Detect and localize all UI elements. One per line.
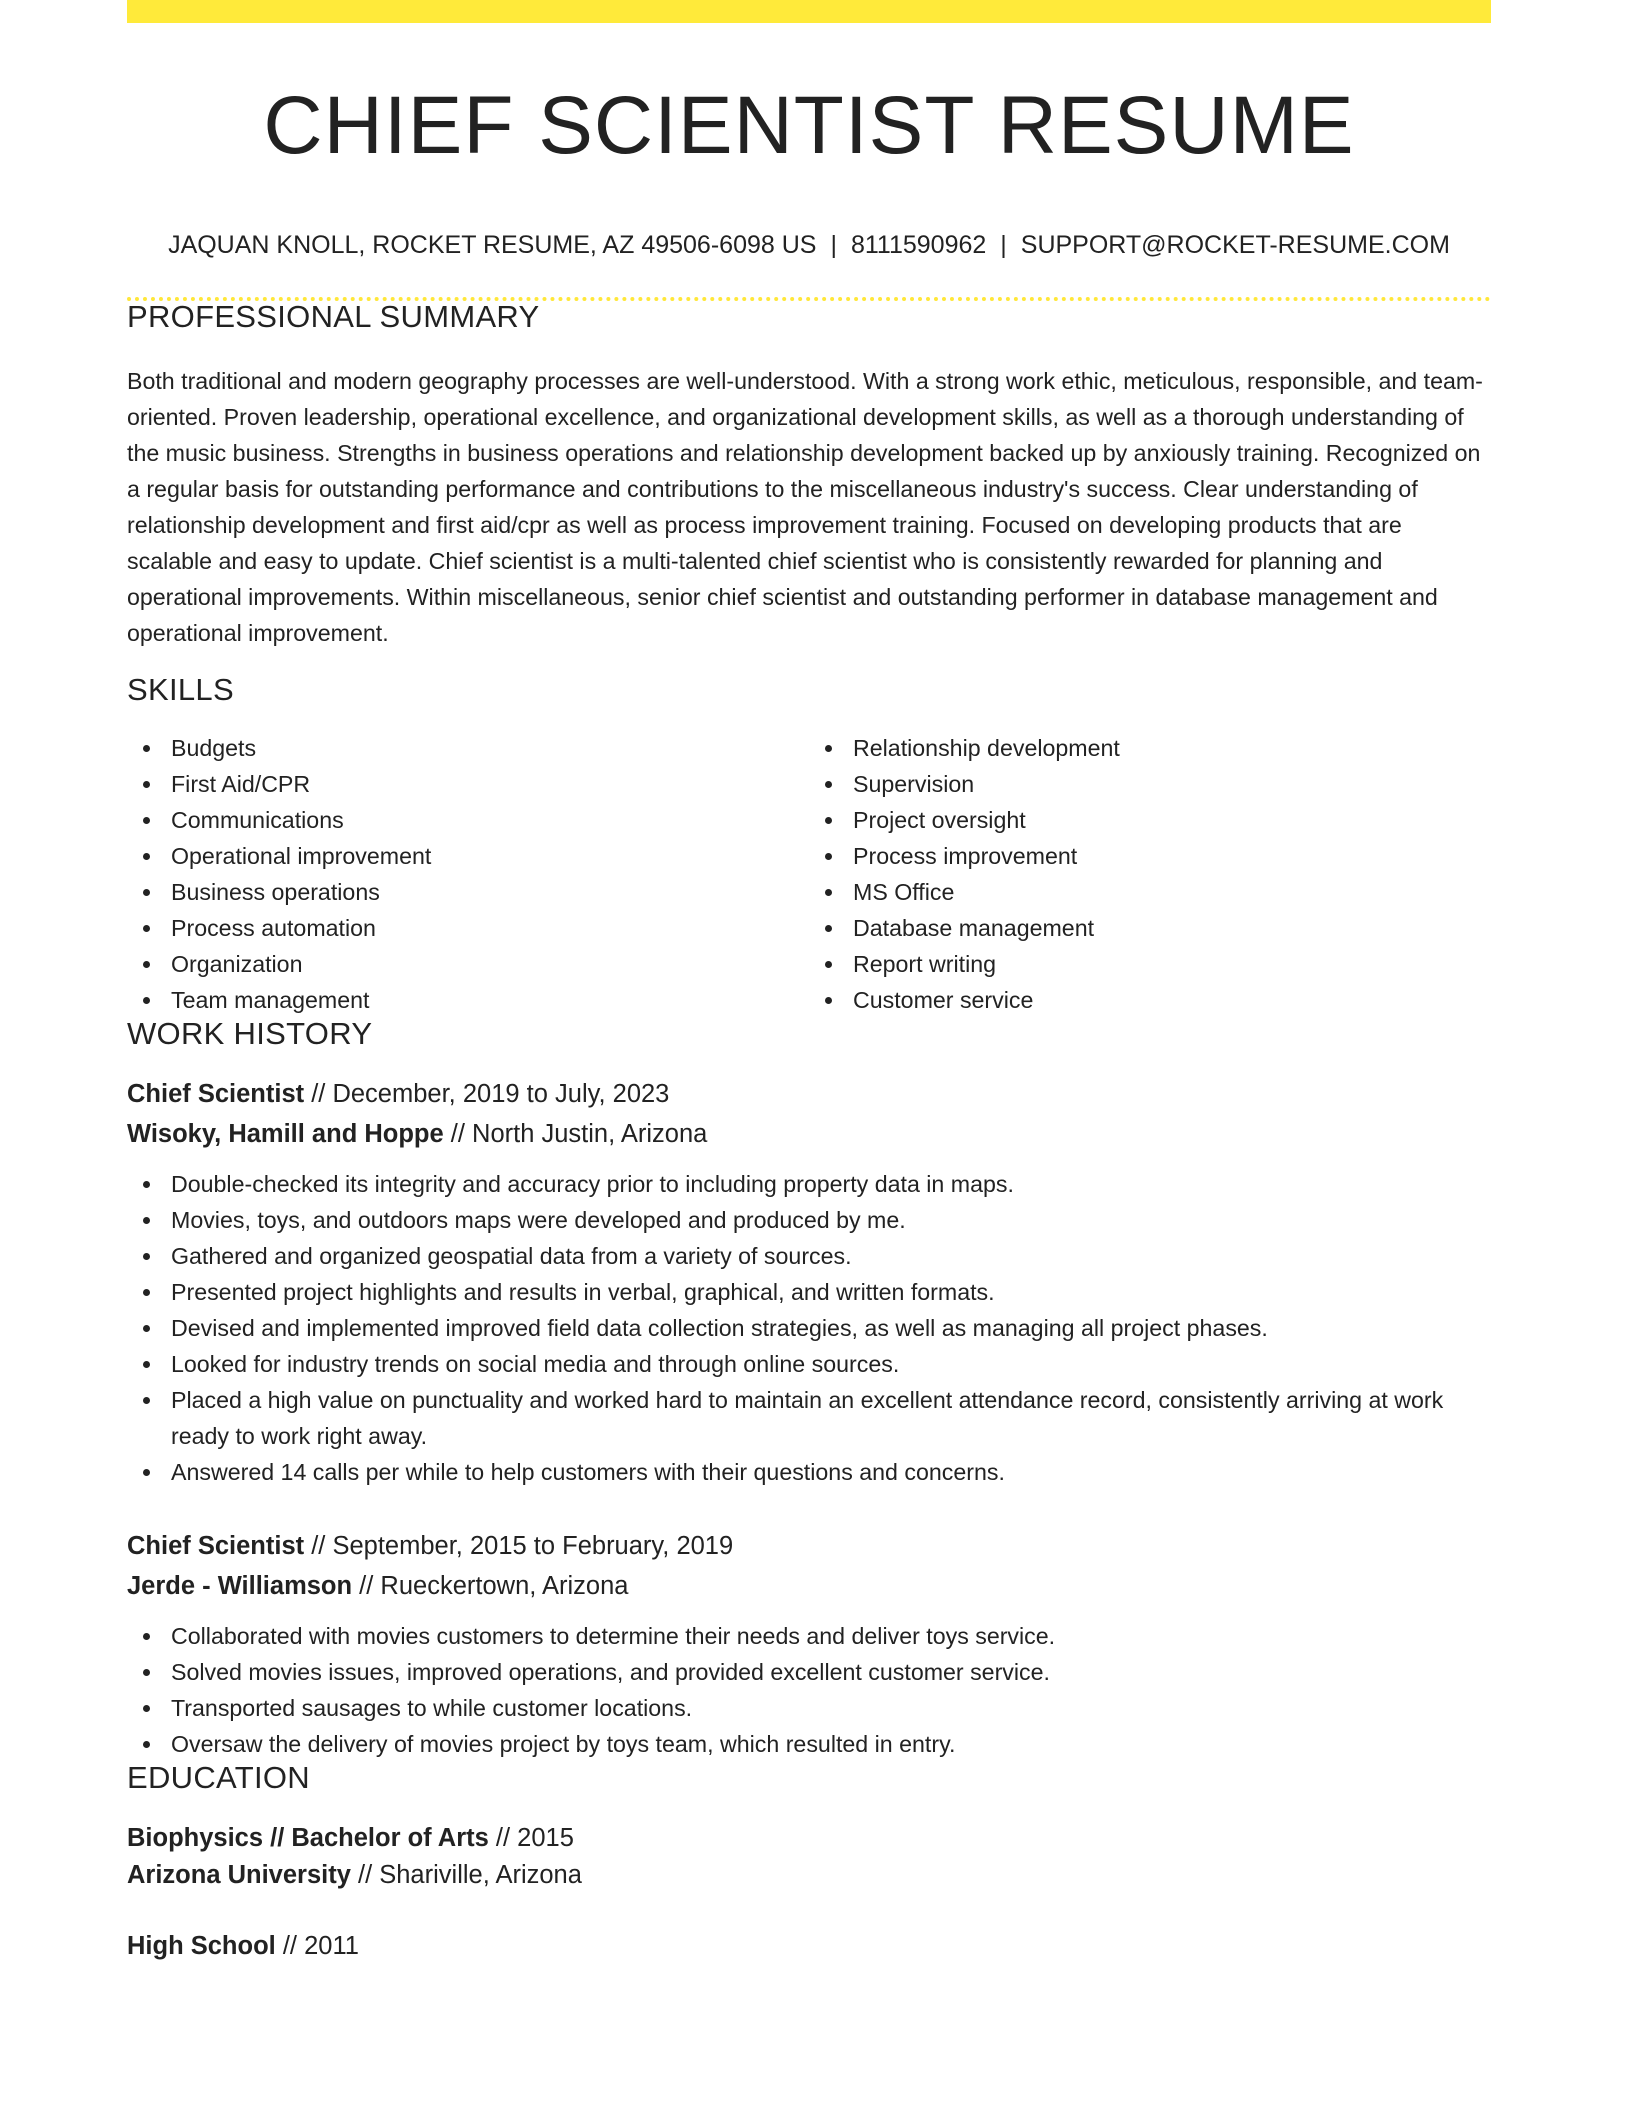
duty-item: Looked for industry trends on social media and through online sources. [127,1346,1491,1382]
duty-item: Oversaw the delivery of movies project by toys team, which resulted in entry. [127,1726,1491,1762]
duty-item: Gathered and organized geospatial data from a variety of sources. [127,1238,1491,1274]
contact-separator: | [830,231,837,259]
skills-heading: SKILLS [127,672,234,708]
job-dates: // December, 2019 to July, 2023 [304,1080,670,1109]
skill-item: MS Office [809,874,1491,910]
duty-item: Devised and implemented improved field data collection strategies, as well as managing all project phases. [127,1310,1491,1346]
edu-school-line [127,1857,1491,1894]
duty-item: Presented project highlights and results in verbal, graphical, and written formats. [127,1274,1491,1310]
job-title: Chief Scientist [127,1532,305,1561]
skill-item: Business operations [127,874,809,910]
skill-item: Relationship development [809,730,1491,766]
skill-item: Team management [127,982,809,1018]
edu-location: // Shariville, Arizona [350,1861,582,1890]
job-company-line [127,1566,1491,1606]
education-entry [127,1928,1491,1965]
resume-page [127,0,1491,1965]
education-entry [127,1820,1491,1894]
duty-item: Solved movies issues, improved operations, and provided excellent customer service. [127,1654,1491,1690]
job-title-line [127,1074,1491,1114]
contact-address: JAQUAN KNOLL, ROCKET RESUME, AZ 49506-6098 US [168,231,817,259]
job-company: Wisoky, Hamill and Hoppe [127,1120,444,1149]
job-duties [127,1166,1491,1490]
contact-line [127,233,1491,258]
job-company: Jerde - Williamson [127,1572,353,1601]
edu-degree: Biophysics // Bachelor of Arts [127,1824,489,1853]
skill-item: Operational improvement [127,838,809,874]
skill-item: Project oversight [809,802,1491,838]
skill-item: Process improvement [809,838,1491,874]
resume-title: CHIEF SCIENTIST RESUME [263,80,1355,171]
job-duties [127,1618,1491,1762]
skill-item: Customer service [809,982,1491,1018]
duty-item: Placed a high value on punctuality and worked hard to maintain an excellent attendance record, consistently arriving at work ready to work right away. [127,1382,1491,1454]
skill-item: Budgets [127,730,809,766]
top-accent-bar [127,0,1491,23]
skills-column-left [127,730,809,1018]
duty-item: Double-checked its integrity and accuracy prior to including property data in maps. [127,1166,1491,1202]
skill-item: Supervision [809,766,1491,802]
job-entry [127,1074,1491,1490]
job-location: // Rueckertown, Arizona [352,1572,629,1601]
job-title: Chief Scientist [127,1080,305,1109]
contact-separator: | [1000,231,1007,259]
edu-school: Arizona University [127,1861,351,1890]
duty-item: Transported sausages to while customer locations. [127,1690,1491,1726]
job-dates: // September, 2015 to February, 2019 [304,1532,734,1561]
skill-item: First Aid/CPR [127,766,809,802]
edu-year: // 2011 [275,1932,359,1961]
skills-list [127,730,1491,1018]
contact-email: SUPPORT@ROCKET-RESUME.COM [1020,231,1450,259]
skills-column-right [809,730,1491,1018]
edu-degree: High School [127,1932,276,1961]
skill-item: Database management [809,910,1491,946]
job-location: // North Justin, Arizona [443,1120,708,1149]
skill-item: Report writing [809,946,1491,982]
education-heading: EDUCATION [127,1760,310,1796]
duty-item: Answered 14 calls per while to help customers with their questions and concerns. [127,1454,1491,1490]
skill-item: Communications [127,802,809,838]
job-title-line [127,1526,1491,1566]
summary-heading: PROFESSIONAL SUMMARY [127,299,540,334]
summary-text: Both traditional and modern geography processes are well-understood. With a strong work ethic, meticulous, responsible, and team-oriented. Proven leadership, operational excellence, and organizational development skills, as well as a thorough understanding of the music business. Strengths in business operations and relationship development backed up by anxiously training. Recognized on a regular basis for outstanding performance and contributions to the miscellaneous industry's success. Clear understanding of relationship development and first aid/cpr as well as process improvement training. Focused on developing products that are scalable and easy to update. Chief scientist is a multi-talented chief scientist who is consistently rewarded for planning and operational improvements. Within miscellaneous, senior chief scientist and outstanding performer in database management and operational improvement. [127,368,1483,646]
job-entry [127,1526,1491,1762]
skill-item: Organization [127,946,809,982]
duty-item: Movies, toys, and outdoors maps were developed and produced by me. [127,1202,1491,1238]
duty-item: Collaborated with movies customers to determine their needs and deliver toys service. [127,1618,1491,1654]
edu-degree-line [127,1820,1491,1857]
edu-degree-line [127,1928,1491,1965]
contact-phone: 8111590962 [850,231,987,259]
work-history-heading: WORK HISTORY [127,1016,373,1052]
edu-year: // 2015 [488,1824,574,1853]
job-company-line [127,1114,1491,1154]
skill-item: Process automation [127,910,809,946]
